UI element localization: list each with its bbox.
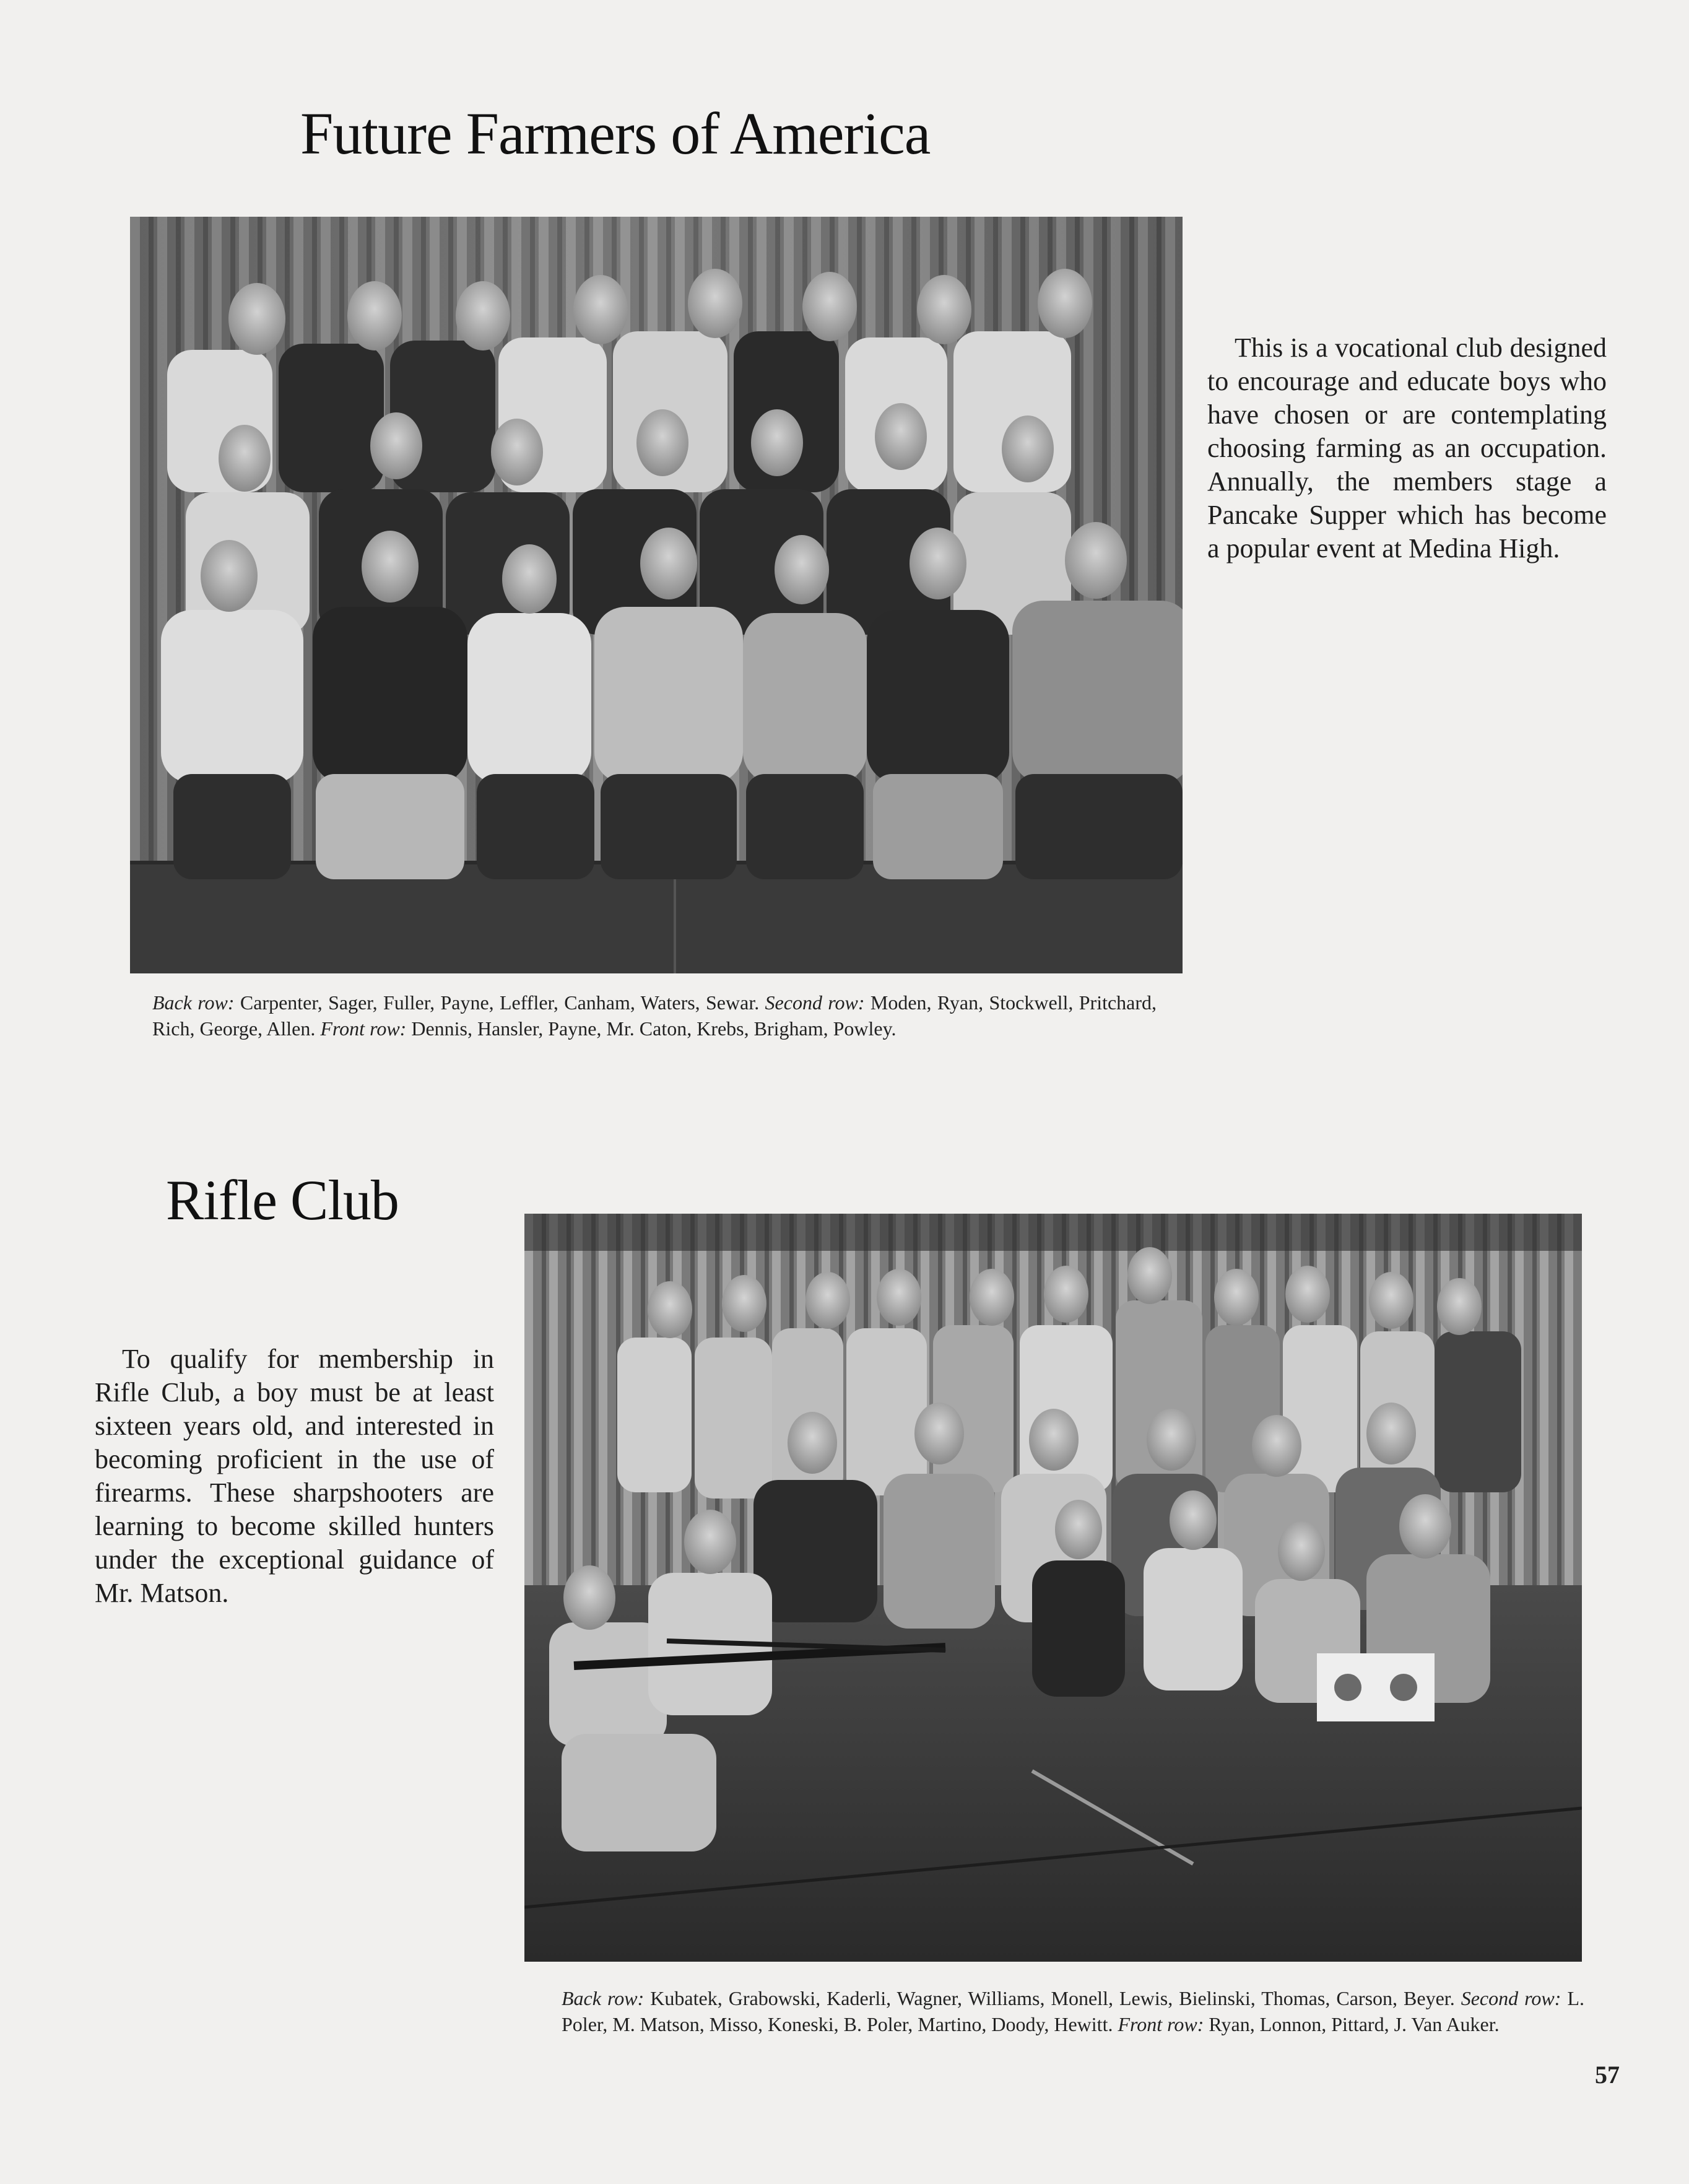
- ffa-front-row-names: Dennis, Hansler, Payne, Mr. Caton, Krebs, Brigham, Powley.: [411, 1017, 897, 1040]
- ffa-caption: [152, 990, 1157, 1042]
- ffa-front-row-label: Front row:: [320, 1017, 407, 1040]
- ffa-back-row-names: Carpenter, Sager, Fuller, Payne, Leffler, Canham, Waters, Sewar.: [240, 991, 760, 1014]
- rifle-club-group-photo: [524, 1214, 1582, 1962]
- ffa-title: Future Farmers of America: [300, 100, 931, 167]
- rifle-front-row-names: Ryan, Lonnon, Pittard, J. Van Auker.: [1209, 2013, 1500, 2035]
- rifle-second-row-label: Second row:: [1461, 1987, 1561, 2009]
- ffa-description: This is a vocational club designed to encourage and educate boys who have chosen or are contemplating choosing farming as an occupation. Annually, the members stage a Pancake Supper which has become a popular event at Medina High.: [1207, 333, 1607, 563]
- ffa-second-row-label: Second row:: [765, 991, 865, 1014]
- rifle-club-description: To qualify for membership in Rifle Club, a boy must be at least sixteen years old, and interested in becoming proficient in the use of firearms. These sharpshooters are learning to become skilled hunters under the exceptional guidance of Mr. Matson.: [95, 1344, 494, 1608]
- ffa-second-row-names: Moden, Ryan, Stockwell, Pritchard, Rich, George, Allen.: [152, 991, 1157, 1040]
- rifle-back-row-names: Kubatek, Grabowski, Kaderli, Wagner, Williams, Monell, Lewis, Bielinski, Thomas, Carson, Beyer.: [650, 1987, 1455, 2009]
- ffa-photo-drawing: [130, 217, 1183, 973]
- rifle-club-title: Rifle Club: [166, 1168, 399, 1232]
- ffa-back-row-label: Back row:: [152, 991, 235, 1014]
- rifle-back-row-label: Back row:: [562, 1987, 645, 2009]
- rifle-front-row-label: Front row:: [1118, 2013, 1204, 2035]
- rifle-second-row-names: L. Poler, M. Matson, Misso, Koneski, B. Poler, Martino, Doody, Hewitt.: [562, 1987, 1584, 2035]
- page-number: 57: [1595, 2061, 1620, 2089]
- rifle-photo-drawing: [524, 1214, 1582, 1962]
- ffa-group-photo: [130, 217, 1183, 973]
- rifle-club-caption: [562, 1985, 1584, 2037]
